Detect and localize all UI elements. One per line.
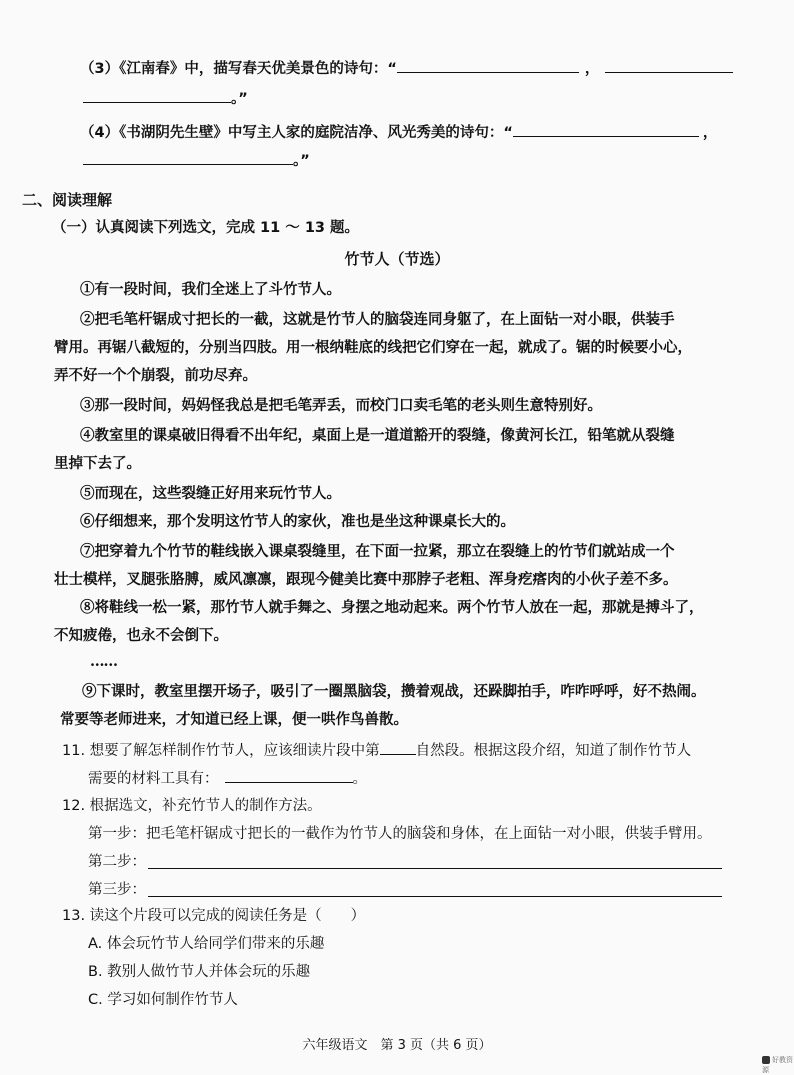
- passage-p8a: ⑧将鞋线一松一紧，那竹节人就手舞之、身摆之地动起来。两个竹节人放在一起，那就是搏斗了，: [80, 599, 704, 616]
- q11-end: 。: [352, 771, 367, 787]
- q4-comma: ，: [702, 125, 718, 141]
- passage-p2b: 臂用。再锯八截短的，分别当四肢。用一根纳鞋底的线把它们穿在一起，就成了。锯的时候要小心，: [54, 339, 692, 356]
- part1-intro: （一）认真阅读下列选文，完成 11 ～ 13 题。: [52, 220, 360, 236]
- q11-paragraph-blank[interactable]: [380, 740, 416, 755]
- watermark-text: 好教资源: [762, 1056, 793, 1074]
- q3-line1: [80, 58, 733, 79]
- passage-p6: ⑥仔细想来，那个发明这竹节人的家伙，准也是坐这种课桌长大的。: [80, 513, 515, 530]
- q3-end: 。”: [231, 91, 248, 107]
- q4-line1: [80, 122, 717, 143]
- passage-p4a: ④教室里的课桌破旧得看不出年纪，桌面上是一道道豁开的裂缝，像黄河长江，铅笔就从裂缝: [80, 427, 675, 444]
- q4-end: 。”: [293, 153, 310, 169]
- q3-answer-blank-2[interactable]: [605, 58, 733, 73]
- q12-step3-answer-line[interactable]: [148, 896, 722, 897]
- passage-p1: ①有一段时间，我们全迷上了斗竹节人。: [80, 281, 341, 298]
- q4-prefix: （4）《书湖阴先生壁》中写主人家的庭院洁净、风光秀美的诗句：“: [80, 125, 513, 141]
- passage-title: 竹节人（节选）: [344, 250, 450, 268]
- passage-p2a: ②把毛笔杆锯成寸把长的一截，这就是竹节人的脑袋连同身躯了，在上面钻一对小眼，供装手: [80, 311, 675, 328]
- q11-materials-label: 需要的材料工具有：: [88, 771, 219, 787]
- q13-option-a[interactable]: A. 体会玩竹节人给同学们带来的乐趣: [88, 936, 325, 952]
- passage-p2c: 弄不好一个个崩裂，前功尽弃。: [54, 367, 257, 384]
- q13-stem: 13. 读这个片段可以完成的阅读任务是（ ）: [62, 908, 366, 924]
- passage-ellipsis: ……: [90, 653, 117, 670]
- q12-step3-label: 第三步：: [88, 882, 146, 898]
- passage-p8b: 不知疲倦，也永不会倒下。: [54, 627, 228, 644]
- q13-option-c[interactable]: C. 学习如何制作竹节人: [88, 992, 238, 1008]
- watermark-logo: [762, 1055, 794, 1075]
- q11-text-b: 自然段。根据这段介绍，知道了制作竹节人: [415, 743, 692, 759]
- q4-answer-blank-2[interactable]: [83, 150, 293, 165]
- passage-p7b: 壮士模样，叉腿张胳膊，威风凛凛，跟现今健美比赛中那脖子老粗、浑身疙瘩肉的小伙子差不多。: [54, 571, 678, 588]
- q4-line2: [83, 150, 310, 171]
- section-heading: 二、阅读理解: [22, 191, 113, 209]
- page-footer: 六年级语文 第 3 页（共 6 页）: [302, 1038, 492, 1053]
- passage-p3: ③那一段时间，妈妈怪我总是把毛笔弄丢，而校门口卖毛笔的老头则生意特别好。: [80, 397, 602, 414]
- logo-icon: [762, 1056, 770, 1064]
- q12-step2-label: 第二步：: [88, 854, 146, 870]
- q12-step2-answer-line[interactable]: [148, 868, 722, 869]
- q11-line1: [62, 740, 691, 761]
- passage-p5: ⑤而现在，这些裂缝正好用来玩竹节人。: [80, 485, 341, 502]
- q4-answer-blank-1[interactable]: [513, 122, 699, 137]
- passage-p4b: 里掉下去了。: [54, 455, 141, 472]
- q3-line2: [83, 88, 248, 109]
- q3-comma: ，: [584, 61, 600, 77]
- q11-line2: [88, 768, 367, 789]
- q13-option-b[interactable]: B. 教别人做竹节人并体会玩的乐趣: [88, 964, 311, 980]
- passage-p9a: ⑨下课时，教室里摆开场子，吸引了一圈黑脑袋，攒着观战，还跺脚拍手，咋咋呼呼，好不热闹。: [82, 683, 706, 700]
- q3-answer-blank-1[interactable]: [397, 58, 579, 73]
- q3-answer-blank-3[interactable]: [83, 88, 231, 103]
- q11-materials-blank[interactable]: [225, 768, 353, 783]
- q12-stem: 12. 根据选文，补充竹节人的制作方法。: [62, 798, 322, 814]
- q12-step1: 第一步：把毛笔杆锯成寸把长的一截作为竹节人的脑袋和身体，在上面钻一对小眼，供装手臂用。: [88, 826, 712, 842]
- passage-p7a: ⑦把穿着九个竹节的鞋线嵌入课桌裂缝里，在下面一拉紧，那立在裂缝上的竹节们就站成一个: [80, 543, 675, 560]
- q11-text-a: 11. 想要了解怎样制作竹节人，应该细读片段中第: [62, 743, 380, 759]
- passage-p9b: 常要等老师进来，才知道已经上课，便一哄作鸟兽散。: [60, 711, 408, 728]
- q3-prefix: （3）《江南春》中，描写春天优美景色的诗句：“: [80, 61, 397, 77]
